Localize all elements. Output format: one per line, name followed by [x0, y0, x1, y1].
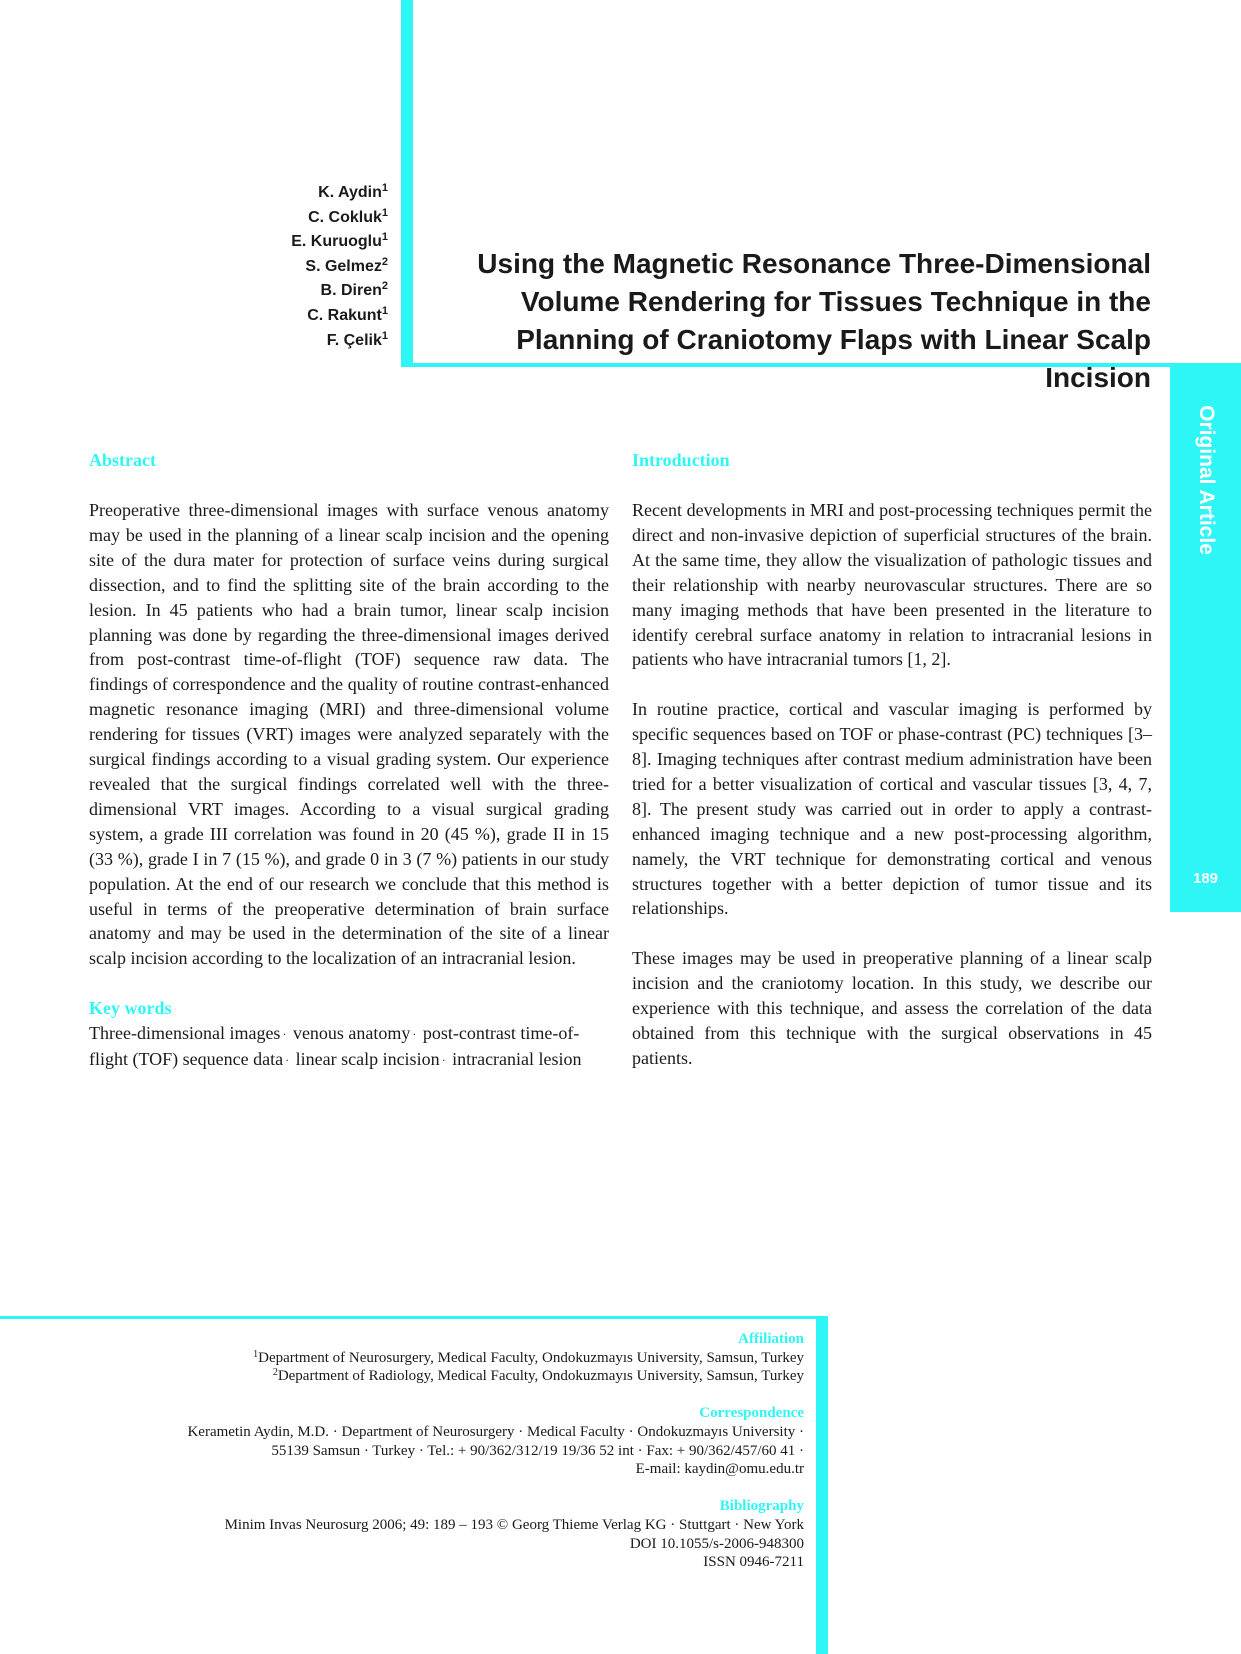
- title-line: Using the Magnetic Resonance Three-Dimensional: [477, 248, 1151, 279]
- bibliography-line: Minim Invas Neurosurg 2006; 49: 189 – 193 © Georg Thieme Verlag KG · Stuttgart · New York: [224, 1516, 804, 1533]
- footer-accent-bar-vertical: [816, 1316, 828, 1654]
- affiliation-heading: Affiliation: [738, 1331, 804, 1347]
- author-entry: K. Aydin$^1$: [318, 182, 388, 201]
- correspondence-line: 55139 Samsun · Turkey · Tel.: + 90/362/312/19 19/36 52 int · Fax: + 90/362/457/60 41 ·: [271, 1442, 804, 1459]
- author-entry: C. Cokluk$^1$: [308, 206, 388, 226]
- article-footer: [100, 1330, 804, 1572]
- top-accent-bar-vertical: [401, 0, 413, 366]
- left-column: [89, 448, 609, 1073]
- author-entry: B. Diren$^2$: [320, 280, 388, 300]
- author-entry: E. Kuruoglu$^1$: [291, 231, 388, 251]
- keyword: Three-dimensional images: [89, 1023, 281, 1044]
- correspondence-line: Kerametin Aydin, M.D. · Department of Neurosurgery · Medical Faculty · Ondokuzmayıs University ·: [187, 1423, 804, 1440]
- author-list: [200, 181, 388, 353]
- introduction-paragraph: Recent developments in MRI and post-processing techniques permit the direct and non-invasive depiction of superficial structures of the brain. At the same time, they allow the visualization of pathologic tissues and their relationship with nearby neurovascular structures. There are so many imaging methods that have been presented in the literature to identify cerebral surface anatomy in relation to intracranial lesions in patients who have intracranial tumors [1, 2].: [632, 500, 1152, 670]
- introduction-heading: Introduction: [632, 450, 730, 470]
- author-entry: S. Gelmez$^2$: [305, 255, 388, 275]
- keyword: linear scalp incision: [295, 1048, 440, 1069]
- footer-accent-bar-horizontal: [0, 1316, 827, 1319]
- author-entry: F. Çelik$^1$: [326, 329, 388, 349]
- keyword: intracranial lesion: [452, 1048, 582, 1069]
- article-title: [420, 245, 1151, 397]
- title-line: Planning of Craniotomy Flaps with Linear Scalp Incision: [516, 324, 1151, 393]
- keywords-list: Three-dimensional images · venous anatomy · post-contrast time-of-flight (TOF) sequence data · linear scalp incision · intracranial lesion: [89, 1023, 582, 1069]
- right-column: [632, 448, 1152, 1096]
- bibliography-doi: DOI 10.1055/s-2006-948300: [629, 1535, 804, 1552]
- abstract-text: Preoperative three-dimensional images with surface venous anatomy may be used in the planning of a linear scalp incision and the opening site of the dura mater for protection of surface veins during surgical dissection, and to find the splitting site of the brain according to the lesion. In 45 patients who had a brain tumor, linear scalp incision planning was done by regarding the three-dimensional images derived from post-contrast time-of-flight (TOF) sequence raw data. The findings of correspondence and the quality of routine contrast-enhanced magnetic resonance imaging (MRI) and three-dimensional volume rendering for tissues (VRT) images were analyzed separately with the surgical findings according to a visual grading system. Our experience revealed that the surgical findings correlated well with the three-dimensional VRT images. According to a visual surgical grading system, a grade III correlation was found in 20 (45 %), grade II in 15 (33 %), grade I in 7 (15 %), and grade 0 in 3 (7 %) patients in our study population. At the end of our research we conclude that this method is useful in terms of the preoperative determination of brain surface anatomy and may be used in the determination of the site of a linear scalp incision according to the localization of an intracranial lesion.: [89, 500, 609, 969]
- keyword: venous anatomy: [292, 1023, 411, 1044]
- abstract-heading: Abstract: [89, 450, 156, 470]
- page-number: 189: [1192, 870, 1219, 887]
- article-type-label: Original Article: [1195, 405, 1219, 555]
- bibliography-heading: Bibliography: [719, 1498, 804, 1515]
- introduction-paragraph: In routine practice, cortical and vascular imaging is performed by specific sequences based on TOF or phase-contrast (PC) techniques [3–8]. Imaging techniques after contrast medium administration have been tried for a better visualization of cortical and vascular tissues [3, 4, 7, 8]. The present study was carried out in order to apply a contrast-enhanced imaging technique and a new post-processing algorithm, namely, the VRT technique for demonstrating cortical and venous structures together with a better depiction of tumor tissue and its relationships.: [632, 699, 1152, 919]
- author-entry: C. Rakunt$^1$: [307, 304, 388, 324]
- affiliation-line: $^2$Department of Radiology, Medical Faculty, Ondokuzmayıs University, Samsun, Turkey: [272, 1367, 804, 1385]
- title-line: Volume Rendering for Tissues Technique in the: [520, 286, 1151, 317]
- affiliation-line: $^1$Department of Neurosurgery, Medical Faculty, Ondokuzmayıs University, Samsun, Turkey: [253, 1348, 804, 1366]
- correspondence-email[interactable]: E-mail: kaydin@omu.edu.tr: [635, 1461, 804, 1478]
- keyword: post-contrast time-of-flight (TOF) sequence data: [89, 1023, 580, 1069]
- correspondence-heading: Correspondence: [699, 1405, 804, 1422]
- section-side-label: [1166, 400, 1241, 560]
- keywords-heading: Key words: [89, 998, 172, 1019]
- introduction-paragraph: These images may be used in preoperative planning of a linear scalp incision and the craniotomy location. In this study, we describe our experience with this technique, and assess the correlation of the data obtained from this technique with the surgical observations in 45 patients.: [632, 948, 1152, 1068]
- bibliography-issn: ISSN 0946-7211: [703, 1554, 804, 1571]
